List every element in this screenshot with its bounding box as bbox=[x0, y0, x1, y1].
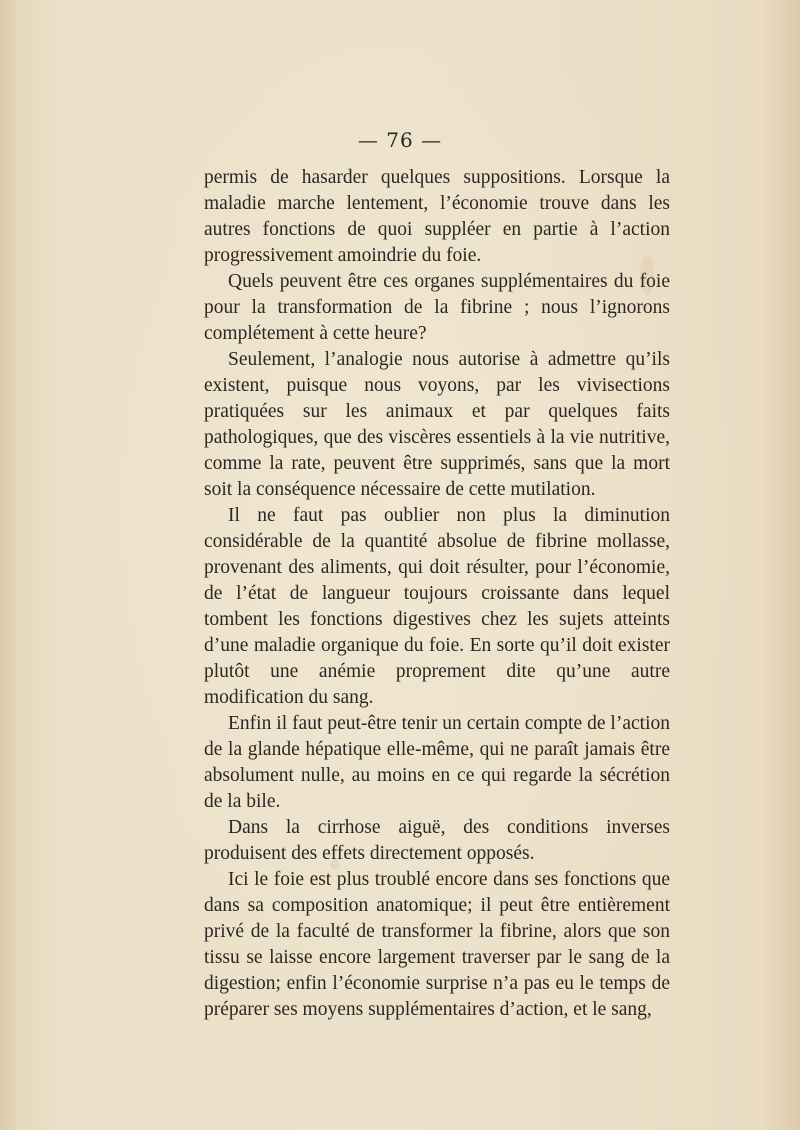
paragraph: Dans la cirrhose aiguë, des conditions inverses produisent des effets directement opposés. bbox=[204, 817, 670, 864]
paragraph: Seulement, l’analogie nous autorise à admettre qu’ils existent, puisque nous voyons, par les vivisections pratiquées sur les animaux et par quelques faits pathologiques, que des viscères essentiels à la vie nutritive, comme la rate, peuvent être supprimés, sans que la mort soit la conséquence nécessaire de cette mutilation. bbox=[204, 349, 670, 500]
body-text bbox=[204, 165, 670, 1023]
paragraph: Enfin il faut peut-être tenir un certain compte de l’action de la glande hépatique elle-même, qui ne paraît jamais être absolument nulle, au moins en ce qui regarde la sécrétion de la bile. bbox=[204, 713, 670, 812]
paragraph: Il ne faut pas oublier non plus la diminution considérable de la quantité absolue de fibrine mollasse, provenant des aliments, qui doit résulter, pour l’économie, de l’état de langueur toujours croissante dans lequel tombent les fonctions digestives chez les sujets atteints d’une maladie organique du foie. En sorte qu’il doit exister plutôt une anémie proprement dite qu’une autre modification du sang. bbox=[204, 505, 670, 708]
paragraph: Ici le foie est plus troublé encore dans ses fonctions que dans sa composition anatomique; il peut être entièrement privé de la faculté de transformer la fibrine, alors que son tissu se laisse encore largement traverser par le sang de la digestion; enfin l’économie surprise n’a pas eu le temps de préparer ses moyens supplémentaires d’action, et le sang, bbox=[204, 869, 670, 1020]
paragraph: Quels peuvent être ces organes supplémentaires du foie pour la transformation de la fibrine ; nous l’ignorons complétement à cette heure? bbox=[204, 271, 670, 344]
page-number: — 76 — bbox=[357, 128, 443, 152]
paragraph: permis de hasarder quelques suppositions. Lorsque la maladie marche lentement, l’économie trouve dans les autres fonctions de quoi suppléer en partie à l’action progressivement amoindrie du foie. bbox=[204, 167, 670, 266]
